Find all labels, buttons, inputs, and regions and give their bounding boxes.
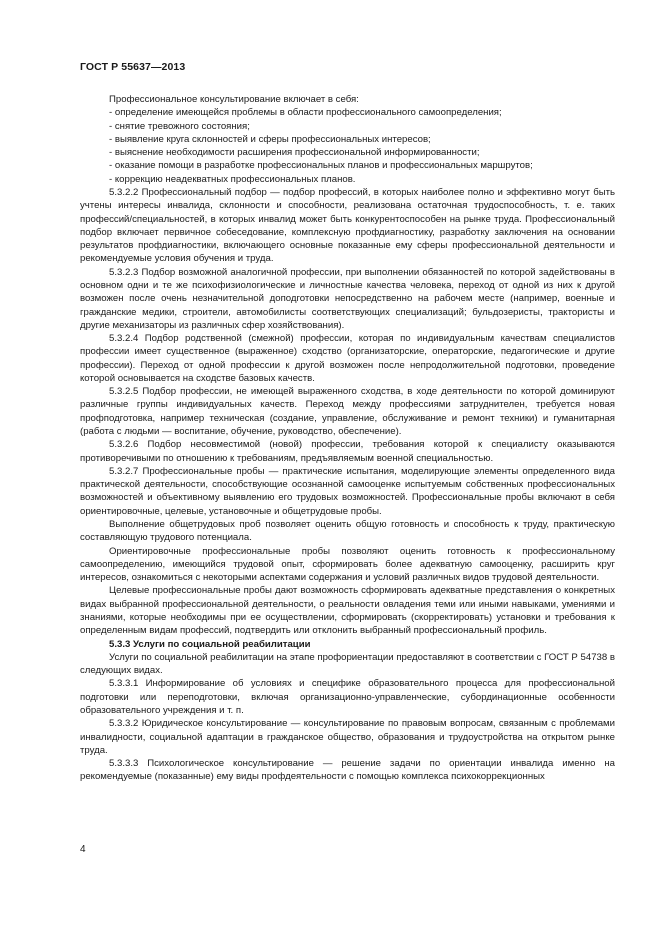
paragraph-5-3-2-5: 5.3.2.5 Подбор профессии, не имеющей выраженного сходства, в ходе деятельности по которой доминируют различные группы индивидуальных качеств. Переход между профессиями затруднителен, требуется новая профподготовка, например техническая (создание, управление, обслуживание и ремонт техники) и гуманитарная (работа с людьми — воспитание, обучение, руководство, обеспечение). xyxy=(80,386,615,438)
paragraph-social-rehab: Услуги по социальной реабилитации на этапе профориентации предоставляют в соответствии с ГОСТ Р 54738 в следующих видах. xyxy=(80,651,615,677)
paragraph-5-3-2-4: 5.3.2.4 Подбор родственной (смежной) профессии, которая по индивидуальным качествам специалистов профессии имеет существенное (выраженное) сходство (организаторские, операторские, педагогические и другие профессии). Переход от одной профессии к другой возможен после непродолжительной подготовки, проведение которой основывается на сходстве базовых качеств. xyxy=(80,333,615,384)
paragraph-5-3-3-2: 5.3.3.2 Юридическое консультирование — консультирование по правовым вопросам, связанным с проблемами инвалидности, социальной адаптации в гражданское общество, образования и трудоустройства на открытом рынке труда. xyxy=(80,718,615,756)
document-body xyxy=(80,93,615,784)
paragraph-5-3-3-3: 5.3.3.3 Психологическое консультирование — решение задачи по ориентации инвалида именно на рекомендуемые (показанные) ему виды профдеятельности с помощью комплекса психокоррекционных xyxy=(80,758,615,783)
page-header: ГОСТ Р 55637—2013 xyxy=(80,61,186,73)
list-item: - оказание помощи в разработке профессиональных планов и профессиональных маршрутов; xyxy=(109,160,533,172)
list-item: - определение имеющейся проблемы в области профессионального самоопределения; xyxy=(109,107,502,119)
list-item: - выявление круга склонностей и сферы профессиональных интересов; xyxy=(109,133,431,145)
list-item: - выяснение необходимости расширения профессиональной информированности; xyxy=(109,147,480,159)
paragraph-5-3-3-1: 5.3.3.1 Информирование об условиях и специфике образовательного процесса для профессиональной подготовки или переподготовки, включая организационно-управленческие, субординационные особенности образовательного учреждения и т. п. xyxy=(80,678,615,716)
paragraph-5-3-2-7: 5.3.2.7 Профессиональные пробы — практические испытания, моделирующие элементы определенного вида практической деятельности, способствующие осознанной самооценке испытуемым собственных профессиональных возможностей и объективному выявлению его трудовых возможностей. Профессиональные пробы включают в себя ориентировочные, целевые, установочные и общетрудовые пробы. xyxy=(80,465,615,517)
paragraph-general-labor-tests: Выполнение общетрудовых проб позволяет оценить общую готовность и способность к труду, практическую составляющую трудового потенциала. xyxy=(80,519,615,544)
page-number: 4 xyxy=(80,844,86,855)
section-heading: 5.3.3 Услуги по социальной реабилитации xyxy=(109,638,311,650)
list-item: - снятие тревожного состояния; xyxy=(109,120,250,132)
paragraph-orientation-tests: Ориентировочные профессиональные пробы позволяют оценить готовность к профессиональному самоопределению, имеющийся трудовой опыт, сформировать более адекватную самооценку, расширить круг интересов, ознакомиться с некоторыми аспектами содержания и условий различных видов трудовой деятельности. xyxy=(80,545,615,584)
paragraph-target-tests: Целевые профессиональные пробы дают возможность сформировать адекватные представления о конкретных видах выбранной профессиональной деятельности, о реальности овладения теми или иными навыками, умениями и знаниями, которые необходимы при ее осуществлении, сформировать (скорректировать) установки и требования к определенным видам профессий, подтвердить или отклонить выбранный профессиональный профиль. xyxy=(80,585,615,637)
intro-paragraph: Профессиональное консультирование включает в себя: xyxy=(109,94,359,105)
paragraph-5-3-2-6: 5.3.2.6 Подбор несовместимой (новой) профессии, требования которой к специалисту оказываются противоречивыми по отношению к требованиям, предъявляемым военной специальностью. xyxy=(80,439,615,464)
paragraph-5-3-2-3: 5.3.2.3 Подбор возможной аналогичной профессии, при выполнении обязанностей по которой задействованы в основном одни и те же психофизиологические и личностные качества человека, переход от одной из них к другой возможен после очень незначительной доподготовки непосредственно на рабочем месте (например, военные и гражданские медики, строители, автомобилисты соответствующих специализаций; бульдозеристы, трактористы и другие механизаторы из различных сфер хозяйствования). xyxy=(80,266,615,331)
paragraph-5-3-2-2: 5.3.2.2 Профессиональный подбор — подбор профессий, в которых наиболее полно и эффективно могут быть учтены интересы инвалида, склонности и способности, реализована остаточная трудоспособность, т. е. таких профессий/специальностей, в которых инвалид может быть конкурентоспособен на рынке труда. Профессиональный подбор включает первичное собеседование, комплексную профдиагностику, разработку заключения на основании результатов профдиагностики, включающего основные показанные ему сферы профессиональной деятельности и рекомендуемые условия обучения и труда. xyxy=(80,186,615,265)
list-item: - коррекцию неадекватных профессиональных планов. xyxy=(109,173,356,185)
